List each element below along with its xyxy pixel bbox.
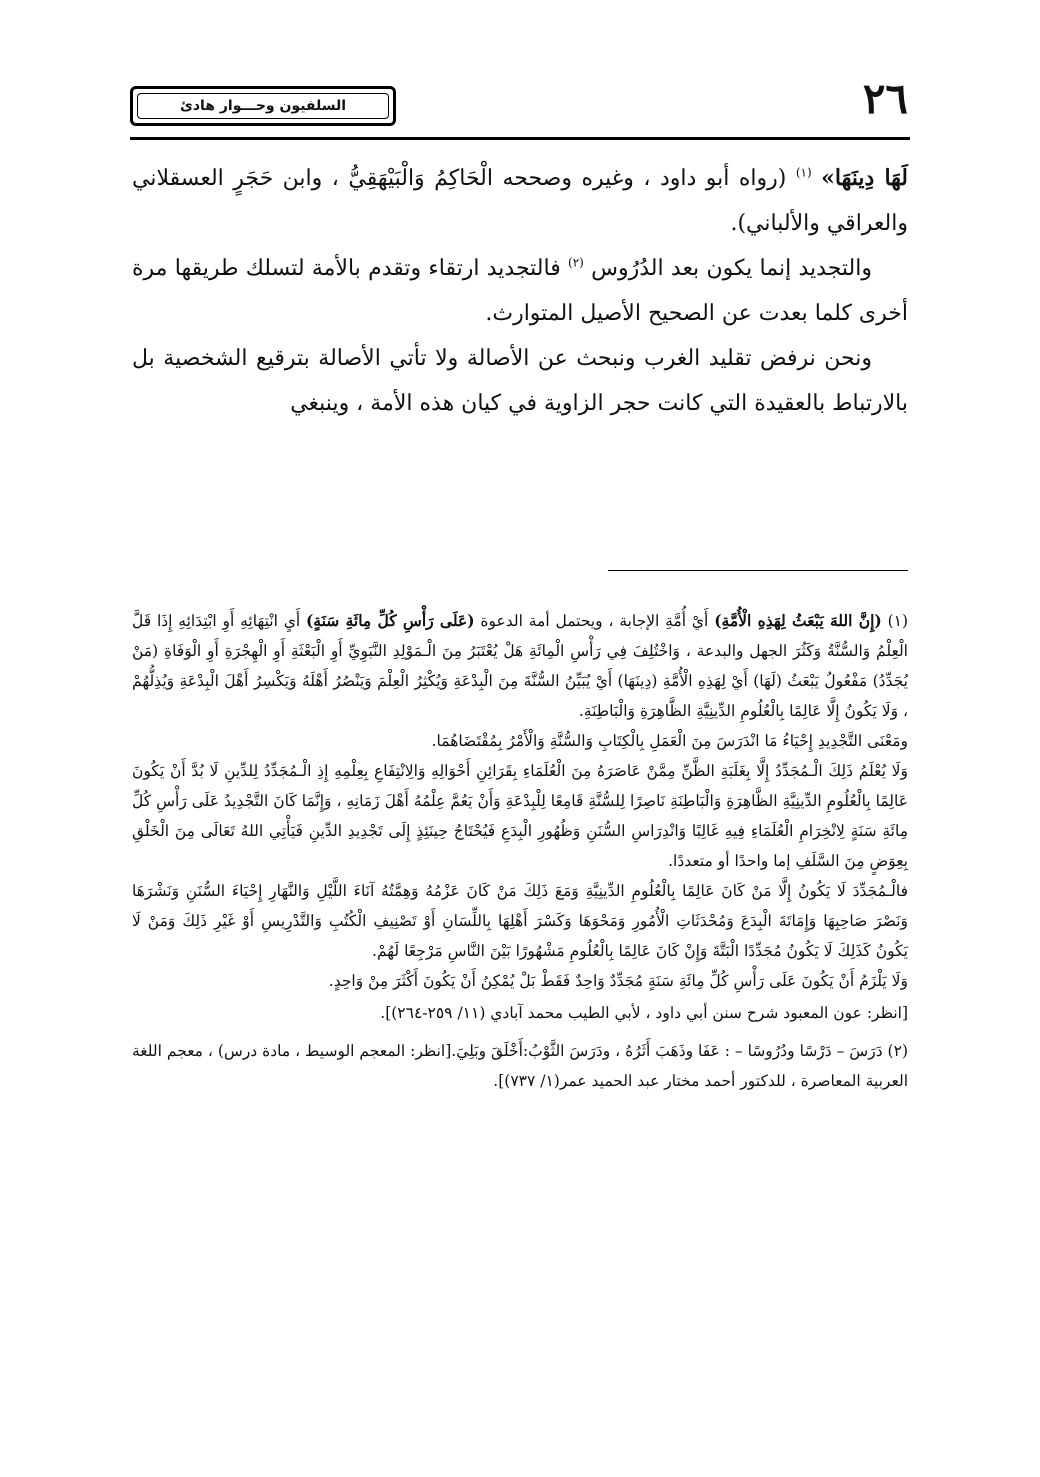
header-rule (130, 137, 910, 140)
footnotes (132, 606, 908, 1096)
running-title-frame (130, 86, 396, 126)
paragraph-3: ونحن نرفض تقليد الغرب ونبحث عن الأصالة ولا تأتي الأصالة بترقيع الشخصية بل بالارتباط بالعقيدة التي كانت حجر الزاوية في كيان هذه الأمة ، وينبغي (132, 346, 908, 416)
footnote-1-text-2: أَيِ انْتِهَائِهِ أَوِ ابْتِدَائِهِ إِذَا قَلَّ الْعِلْمُ وَالسُّنَّةُ وَكَثُرَ الجهل والبدعة ، وَاخْتُلِفَ فِي رَأْسِ الْمِائَةِ هَلْ يُعْتَبَرُ مِنَ الْـمَوْلِدِ النَّبَوِيِّ أَوِ الْبَعْثَةِ أَوِ الْهِجْرَةِ أَوِ الْوَفَاةِ (مَنْ يُجَدِّدُ) مَفْعُولُ يَبْعَثُ (لَهَا) أَيْ لِهَذِهِ الْأُمَّةِ (دِينَهَا) أَيْ يُبَيِّنُ السُّنَّةَ مِنَ الْبِدْعَةِ وَيُكْثِرُ الْعِلْمَ وَيَنْصُرُ أَهْلَهُ وَيَكْسِرُ أَهْلَ الْبِدْعَةِ وَيُذِلُّهُمْ ، وَلَا يَكُونُ إِلَّا عَالِمًا بِالْعُلُومِ الدِّينِيَّةِ الظَّاهِرَةِ وَالْبَاطِنَةِ. (132, 612, 908, 720)
footnote-1-para-5: وَلَا يَلْزَمُ أَنْ يَكُونَ عَلَى رَأْسِ كُلِّ مِائَةِ سَنَةٍ مُجَدِّدٌ وَاحِدٌ فَقَطْ بَلْ يُمْكِنُ أَنْ يَكُونَ أَكْثَرَ مِنْ وَاحِدٍ. (328, 972, 908, 990)
paragraph-2 (132, 246, 908, 336)
paragraph-1-text: (رواه أبو داود ، وغيره وصححه الْحَاكِمُ وَالْبَيْهَقِيُّ ، وابن حَجَرٍ العسقلاني والعراقي والألباني). (132, 166, 908, 236)
footnote-1-para-2: ومَعْنَى التَّجْدِيدِ إِحْيَاءُ مَا انْدَرَسَ مِنَ الْعَمَلِ بِالْكِتَابِ وَالسُّنَّةِ وَالْأَمْرُ بِمُقْتَضَاهُمَا. (431, 732, 908, 750)
footnote-1 (132, 606, 908, 726)
footnote-separator (608, 570, 908, 571)
footnote-1-para-3: وَلَا يُعْلَمُ ذَلِكَ الْـمُجَدِّدُ إِلَّا بِغَلَبَةِ الظَّنِّ مِمَّنْ عَاصَرَهُ مِنَ الْعُلَمَاءِ بِقَرَائِنِ أَحْوَالِهِ وَالِانْتِفَاعِ بِعِلْمِهِ إِذِ الْـمُجَدِّدُ لِلدِّينِ لَا بُدَّ أَنْ يَكُونَ عَالِمًا بِالْعُلُومِ الدِّينِيَّةِ الظَّاهِرَةِ وَالْبَاطِنَةِ نَاصِرًا لِلسُّنَّةِ قَامِعًا لِلْبِدْعَةِ وَأَنْ يَعُمَّ عِلْمُهُ أَهْلَ زَمَانِهِ ، وَإِنَّمَا كَانَ التَّجْدِيدُ عَلَى رَأْسِ كُلِّ مِائَةِ سَنَةٍ لِانْخِرَامِ الْعُلَمَاءِ فِيهِ غَالِبًا وَانْدِرَاسِ السُّنَنِ وَظُهُورِ الْبِدَعِ فَيُحْتَاجُ حِينَئِذٍ إِلَى تَجْدِيدِ الدِّينِ فَيَأْتِي اللهُ تَعَالَى مِنَ الْخَلْقِ بِعِوَضٍ مِنَ السَّلَفِ إما واحدًا أو متعددًا. (132, 762, 908, 870)
paragraph-1 (132, 156, 908, 246)
footnote-2: (٢) دَرَسَ – دَرْسًا ودُرُوسًا – : عَفَا وذَهَبَ أَثَرُهُ ، ودَرَسَ الثَّوْبُ:أَخْلَقَ وبَلِيَ.[انظر: المعجم الوسيط ، مادة درس) ، معجم اللغة العربية المعاصرة ، للدكتور أحمد مختار عبد الحميد عمر(١/ ٧٣٧)]. (132, 1042, 908, 1090)
page-number: ٢٦ (862, 74, 908, 123)
footnote-1-reference: [انظر: عون المعبود شرح سنن أبي داود ، لأبي الطيب محمد آبادي (١١/ ٢٥٩-٢٦٤)]. (380, 1004, 908, 1022)
paragraph-2-after: فالتجديد ارتقاء وتقدم بالأمة لتسلك طريقها مرة أخرى كلما بعدت عن الصحيح الأصيل المتوارث. (132, 256, 908, 326)
footnote-1-number: (١) (881, 612, 909, 630)
footnote-1-quote-2: (عَلَى رَأْسِ كُلِّ مِائَةِ سَنَةٍ) (305, 611, 475, 630)
footnote-1-text-1: أَيْ أُمَّةِ الإجابة ، ويحتمل أمة الدعوة (474, 612, 715, 630)
footnote-ref-1: (١) (795, 165, 812, 180)
footnote-1-para-4: فالْـمُجَدِّدَ لَا يَكُونُ إِلَّا مَنْ كَانَ عَالِمًا بِالْعُلُومِ الدِّينِيَّةِ وَمَعَ ذَلِكَ مَنْ كَانَ عَزْمُهُ وَهِمَّتُهُ آنَاءَ اللَّيْلِ وَالنَّهَارِ إِحْيَاءَ السُّنَنِ وَنَشْرَهَا وَنَصْرَ صَاحِبِهَا وَإِمَاتَةَ الْبِدَعَ وَمُحْدَثَاتِ الْأُمُورِ وَمَحْوَهَا وَكَسْرَ أَهْلِهَا بِاللِّسَانِ أَوْ تَصْنِيفِ الْكُتُبِ وَالتَّدْرِيسِ أَوْ غَيْرِ ذَلِكَ وَمَنْ لَا يَكُونُ كَذَلِكَ لَا يَكُونُ مُجَدِّدًا الْبَتَّةَ وَإِنْ كَانَ عَالِمًا بِالْعُلُومِ مَشْهُورًا بَيْنَ النَّاسِ مَرْجِعًا لَهُمْ. (132, 882, 908, 960)
paragraph-2-before: والتجديد إنما يكون بعد الدُرُوس (591, 256, 872, 281)
footnote-1-quote-1: (إِنَّ اللهَ يَبْعَثُ لِهَذِهِ الْأُمَّةِ) (714, 611, 882, 630)
footnote-ref-2: (٢) (568, 255, 584, 270)
hadith-end: لَهَا دِينَهَا» (821, 165, 908, 191)
main-text (132, 156, 908, 426)
running-title: السلفيون وحـــوار هادئ (137, 93, 389, 119)
